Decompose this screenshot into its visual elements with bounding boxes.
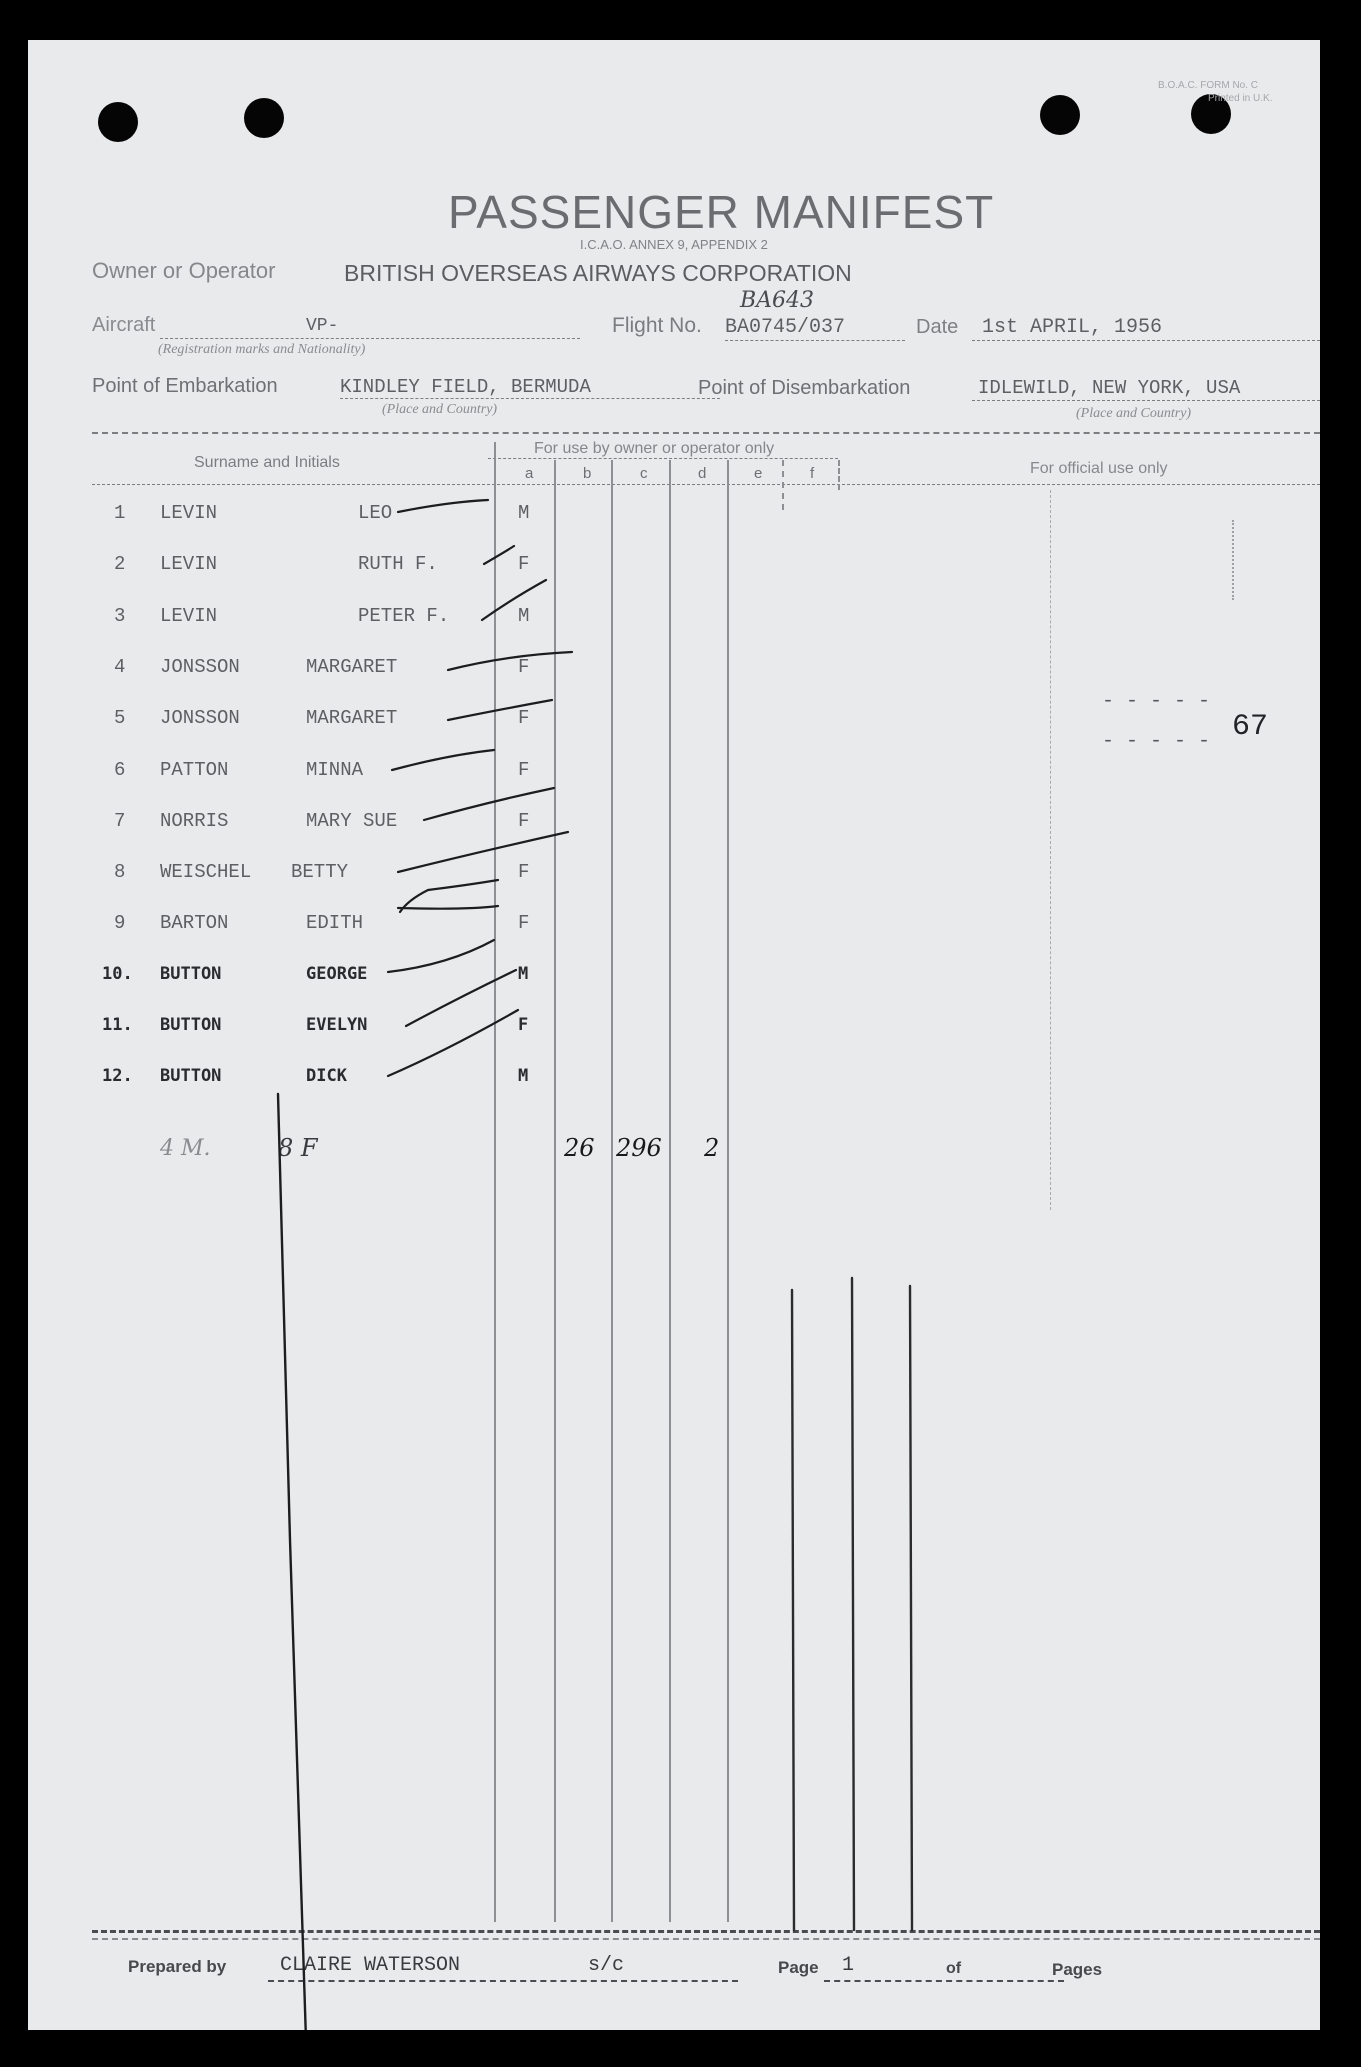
- row-surname: BARTON: [160, 912, 229, 934]
- pen-stroke: [388, 1010, 518, 1076]
- row-sex: M: [518, 1066, 529, 1086]
- row-number: 7: [114, 810, 126, 832]
- column-letter-a: a: [525, 465, 534, 482]
- pen-stroke-long: [278, 1094, 306, 2030]
- total-males: 4 M.: [160, 1136, 211, 1161]
- official-dashes-2: - - - - -: [1102, 730, 1211, 753]
- official-dashes: - - - - -: [1102, 690, 1211, 713]
- manifest-sheet: [28, 40, 1320, 2030]
- pen-stroke: [392, 750, 494, 770]
- disembarkation-value: IDLEWILD, NEW YORK, USA: [978, 377, 1241, 399]
- row-sex: F: [518, 759, 530, 781]
- row-surname: BUTTON: [160, 1066, 222, 1086]
- official-use-header: For official use only: [1030, 460, 1168, 477]
- row-sex: M: [518, 605, 530, 627]
- row-initials: EVELYN: [306, 1015, 368, 1035]
- row-number: 1: [114, 502, 126, 524]
- row-sex: F: [518, 707, 530, 729]
- total-b: 26: [564, 1134, 595, 1162]
- operator-use-header: For use by owner or operator only: [534, 440, 775, 457]
- row-surname: LEVIN: [160, 553, 218, 575]
- form-printed: Printed in U.K.: [1208, 93, 1273, 104]
- pen-strokes: [28, 40, 1320, 2030]
- disembarkation-caption: (Place and Country): [1076, 406, 1192, 421]
- pen-stroke: [398, 832, 568, 872]
- row-sex: F: [518, 810, 530, 832]
- total-c: 296: [616, 1134, 662, 1162]
- pen-stroke: [482, 580, 546, 620]
- pen-stroke: [484, 546, 514, 564]
- pen-stroke: [388, 940, 494, 972]
- row-surname: LEVIN: [160, 502, 218, 524]
- page-of-label: of: [946, 1960, 962, 1977]
- manifest-title: PASSENGER MANIFEST: [448, 186, 995, 238]
- flight-number: BA0745/037: [725, 316, 846, 339]
- row-number: 9: [114, 912, 126, 934]
- total-females: 8 F: [278, 1134, 318, 1162]
- column-letter-d: d: [698, 465, 707, 482]
- column-letter-c: c: [640, 465, 648, 482]
- pen-stroke: [852, 1278, 854, 1930]
- row-initials: BETTY: [291, 861, 349, 883]
- row-sex: F: [518, 861, 530, 883]
- row-initials: LEO: [358, 502, 393, 524]
- row-surname: BUTTON: [160, 964, 222, 984]
- column-letter-b: b: [583, 465, 592, 482]
- row-surname: JONSSON: [160, 656, 240, 678]
- row-surname: WEISCHEL: [160, 861, 252, 883]
- operator-value: BRITISH OVERSEAS AIRWAYS CORPORATION: [344, 260, 852, 286]
- row-initials: EDITH: [306, 912, 364, 934]
- date-value: 1st APRIL, 1956: [982, 316, 1163, 339]
- row-number: 5: [114, 707, 126, 729]
- column-letter-e: e: [754, 465, 763, 482]
- disembarkation-label: Point of Disembarkation: [698, 377, 911, 399]
- row-number: 8: [114, 861, 126, 883]
- manifest-subtitle: I.C.A.O. ANNEX 9, APPENDIX 2: [580, 237, 768, 252]
- row-sex: F: [518, 656, 530, 678]
- row-number: 6: [114, 759, 126, 781]
- operator-label: Owner or Operator: [92, 258, 276, 283]
- row-sex: F: [518, 912, 530, 934]
- row-sex: M: [518, 502, 530, 524]
- official-number: 67: [1232, 710, 1269, 744]
- row-initials: MARY SUE: [306, 810, 398, 832]
- flight-label: Flight No.: [612, 314, 702, 337]
- row-number: 3: [114, 605, 126, 627]
- row-number: 4: [114, 656, 126, 678]
- row-number: 11.: [102, 1015, 133, 1035]
- pages-label: Pages: [1052, 1960, 1103, 1979]
- row-initials: MARGARET: [306, 707, 398, 729]
- row-sex: M: [518, 964, 529, 984]
- surname-header: Surname and Initials: [194, 454, 340, 471]
- pen-stroke: [910, 1286, 912, 1930]
- aircraft-value: VP-: [306, 316, 339, 336]
- row-surname: LEVIN: [160, 605, 218, 627]
- embarkation-caption: (Place and Country): [382, 402, 498, 417]
- page-number: 1: [842, 1954, 855, 1977]
- row-surname: PATTON: [160, 759, 229, 781]
- row-surname: JONSSON: [160, 707, 240, 729]
- pen-stroke: [792, 1290, 794, 1930]
- row-number: 12.: [102, 1066, 133, 1086]
- page-label: Page: [778, 1958, 819, 1977]
- row-initials: MINNA: [306, 759, 364, 781]
- row-initials: DICK: [306, 1066, 347, 1086]
- row-initials: PETER F.: [358, 605, 450, 627]
- pen-stroke: [398, 880, 498, 912]
- embarkation-value: KINDLEY FIELD, BERMUDA: [340, 376, 591, 398]
- row-number: 2: [114, 553, 126, 575]
- row-sex: F: [518, 1015, 529, 1035]
- prepared-label: Prepared by: [128, 1957, 227, 1976]
- row-initials: RUTH F.: [358, 553, 438, 575]
- row-surname: NORRIS: [160, 810, 229, 832]
- row-number: 10.: [102, 964, 133, 984]
- aircraft-caption: (Registration marks and Nationality): [158, 342, 366, 357]
- total-d: 2: [704, 1134, 720, 1162]
- aircraft-label: Aircraft: [92, 314, 156, 336]
- form-reference: B.O.A.C. FORM No. C: [1158, 80, 1259, 91]
- pen-stroke: [406, 970, 516, 1026]
- row-initials: MARGARET: [306, 656, 398, 678]
- pen-stroke: [398, 500, 488, 512]
- embarkation-label: Point of Embarkation: [92, 375, 278, 397]
- prepared-suffix: s/c: [588, 1954, 625, 1977]
- column-letter-f: f: [810, 465, 815, 482]
- row-initials: GEORGE: [306, 964, 368, 984]
- flight-handwritten: BA643: [740, 288, 815, 313]
- pen-stroke: [424, 788, 554, 820]
- pen-stroke: [448, 652, 572, 670]
- prepared-value: CLAIRE WATERSON: [280, 1954, 461, 1977]
- row-surname: BUTTON: [160, 1015, 222, 1035]
- pen-stroke: [448, 700, 552, 720]
- date-label: Date: [916, 316, 959, 338]
- row-sex: F: [518, 553, 530, 575]
